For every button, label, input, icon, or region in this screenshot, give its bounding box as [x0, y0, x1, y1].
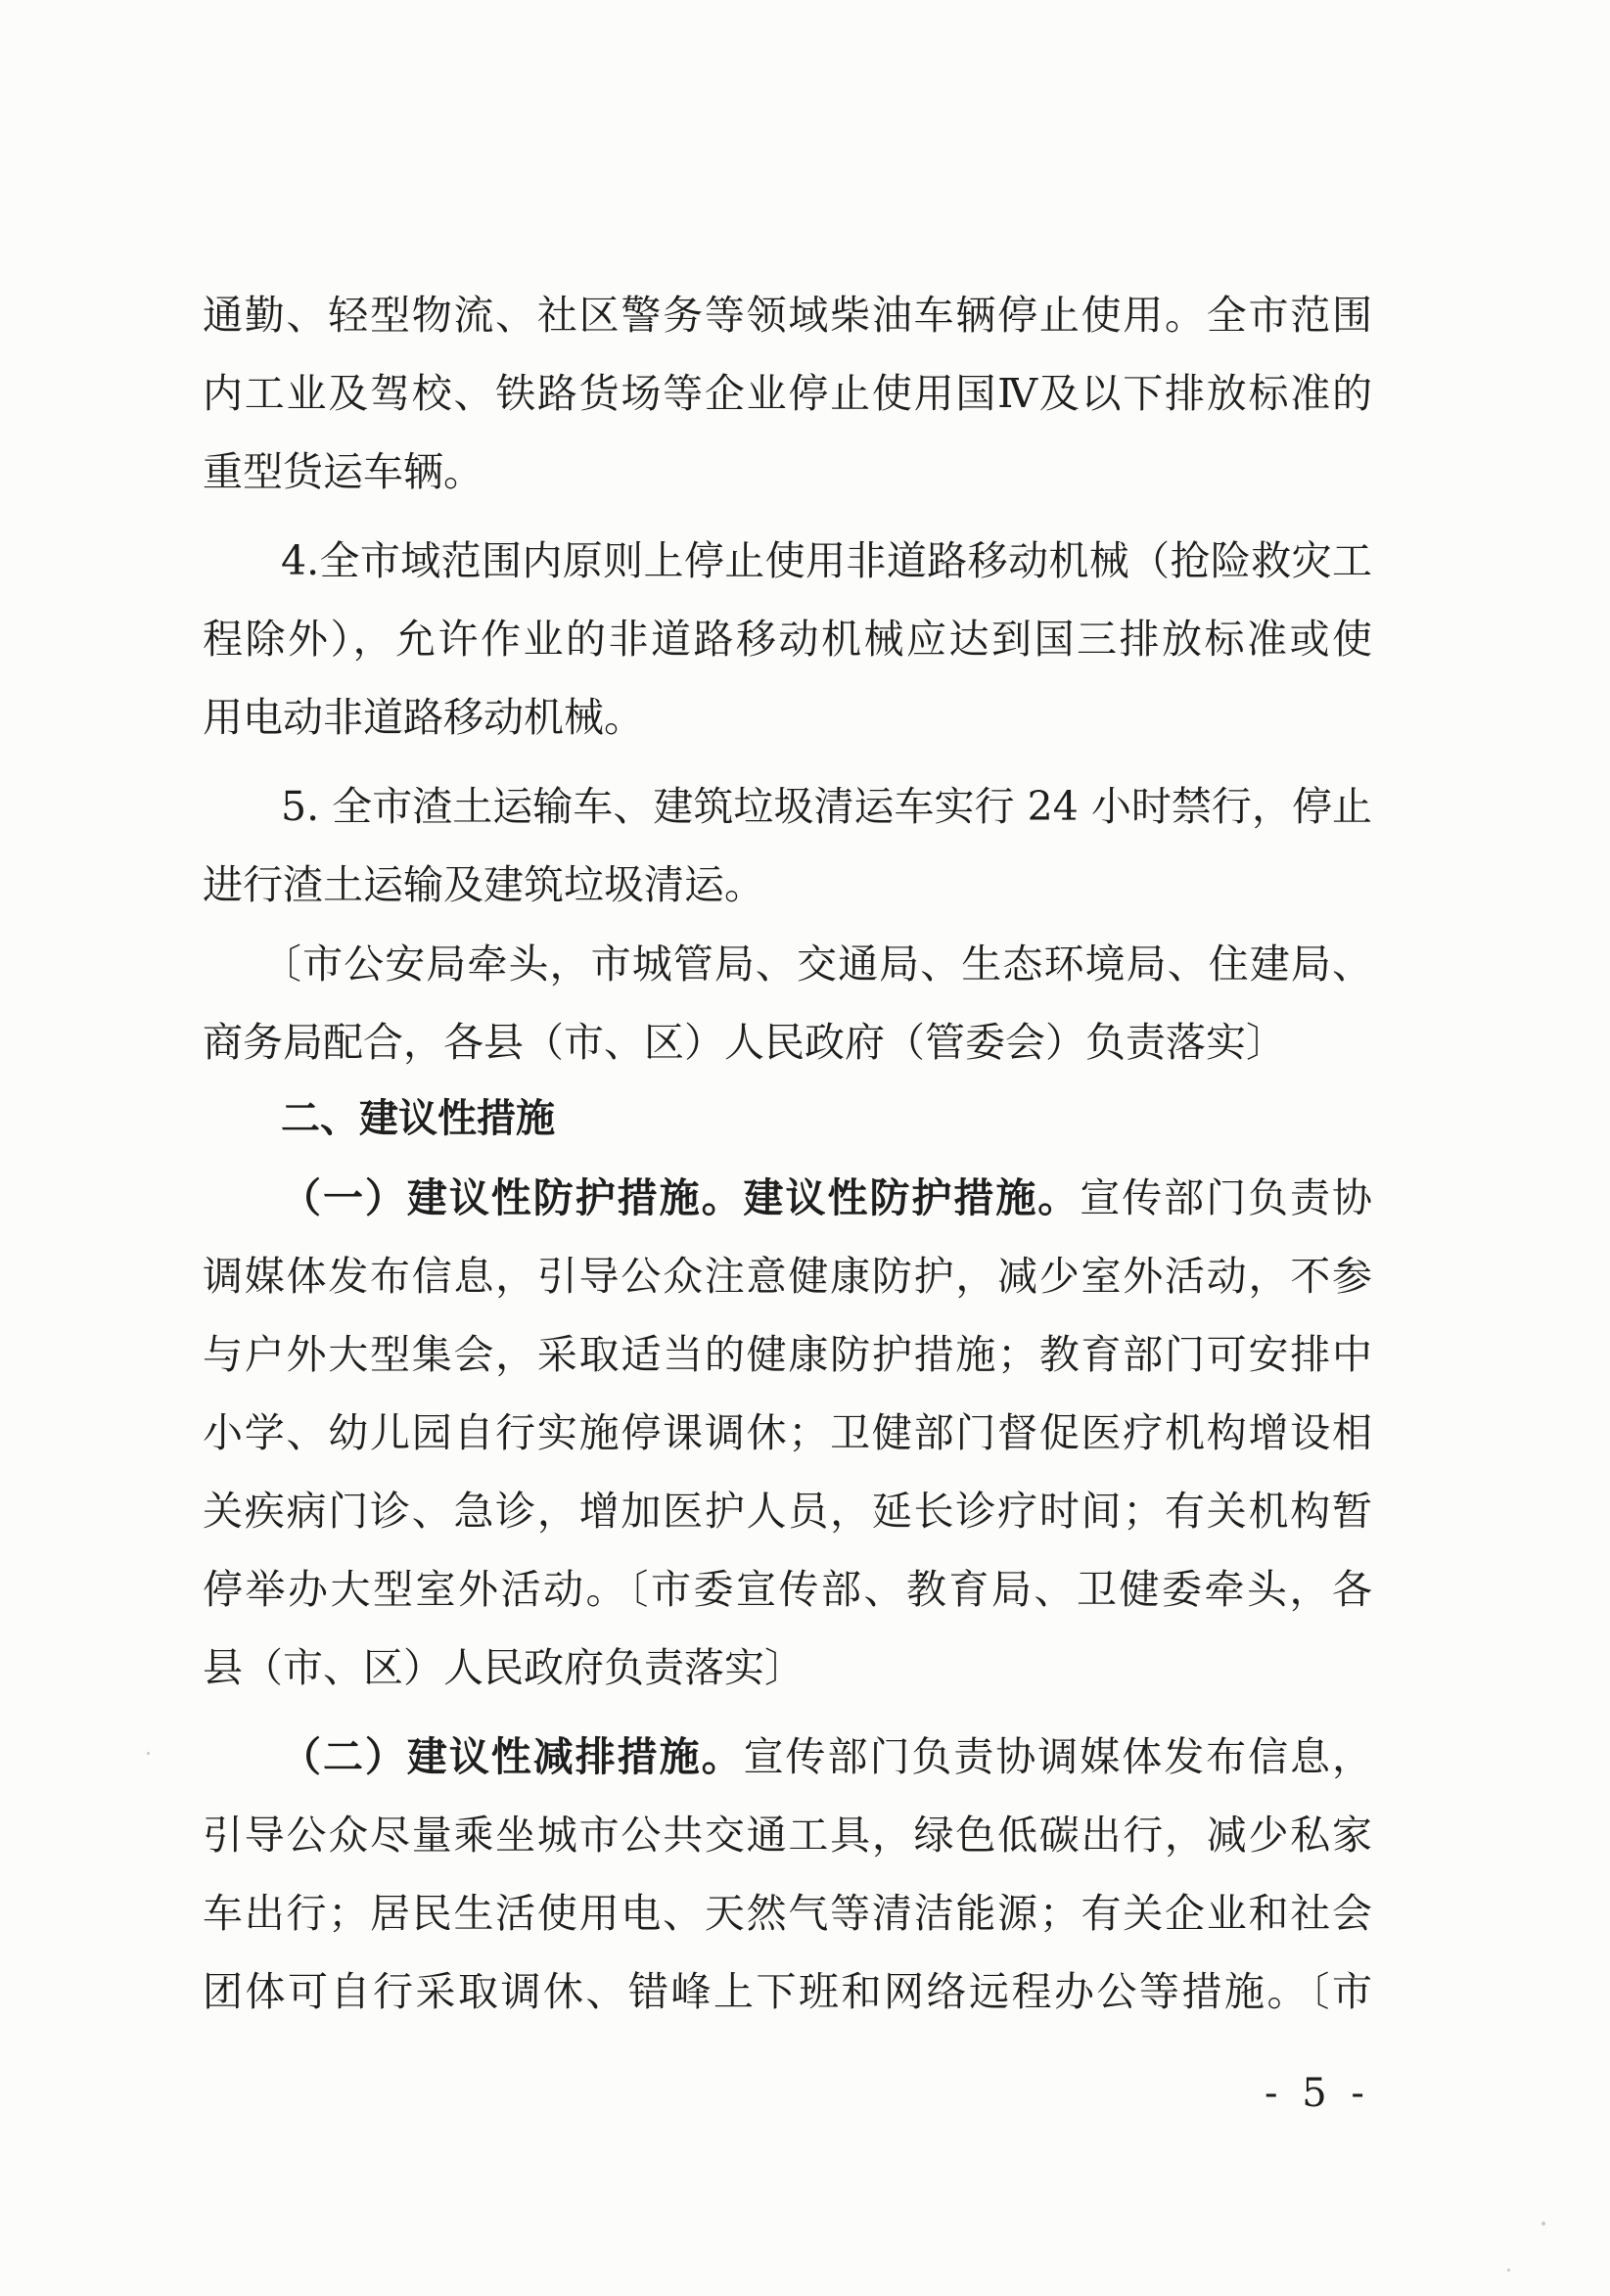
bold-lead: （一）建议性防护措施。建议性防护措施。 [281, 1174, 1081, 1221]
scan-speck [147, 1752, 150, 1755]
text-line: 通勤、轻型物流、社区警务等领域柴油车辆停止使用。全市范围 [203, 292, 1372, 339]
text-line: 与户外大型集会，采取适当的健康防护措施；教育部门可安排中 [203, 1331, 1372, 1378]
text-line: 进行渣土运输及建筑垃圾清运。 [203, 861, 764, 908]
text-line: 重型货运车辆。 [203, 448, 483, 495]
text-line [281, 1729, 1372, 1784]
text-line: 〔市公安局牵头，市城管局、交通局、生态环境局、住建局、 [261, 941, 1372, 987]
section-heading: 二、建议性措施 [281, 1096, 555, 1141]
text-span: 宣传部门负责协 [1080, 1174, 1373, 1221]
text-span: 宣传部门负责协调媒体发布信息， [743, 1733, 1373, 1780]
text-line: 县（市、区）人民政府负责落实〕 [203, 1644, 805, 1691]
text-line: 商务局配合，各县（市、区）人民政府（管委会）负责落实〕 [203, 1019, 1286, 1066]
text-line: 内工业及驾校、铁路货场等企业停止使用国Ⅳ及以下排放标准的 [203, 370, 1372, 417]
text-line: 用电动非道路移动机械。 [203, 694, 644, 741]
text-line [281, 1171, 1372, 1225]
text-line: 车出行；居民生活使用电、天然气等清洁能源；有关企业和社会 [203, 1890, 1372, 1937]
text-line: 小学、幼儿园自行实施停课调休；卫健部门督促医疗机构增设相 [203, 1409, 1372, 1456]
text-line: 调媒体发布信息，引导公众注意健康防护，减少室外活动，不参 [203, 1253, 1372, 1300]
text-line: 停举办大型室外活动。〔市委宣传部、教育局、卫健委牵头，各 [203, 1566, 1372, 1613]
scan-speck [1507, 2269, 1510, 2272]
text-line: 团体可自行采取调休、错峰上下班和网络远程办公等措施。〔市 [203, 1968, 1372, 2015]
text-line: 4.全市域范围内原则上停止使用非道路移动机械（抢险救灾工 [281, 537, 1372, 584]
text-line: 引导公众尽量乘坐城市公共交通工具，绿色低碳出行，减少私家 [203, 1812, 1372, 1859]
text-line: 关疾病门诊、急诊，增加医护人员，延长诊疗时间；有关机构暂 [203, 1488, 1372, 1535]
page-number: - 5 - [1265, 2071, 1370, 2116]
bold-lead: （二）建议性减排措施。 [281, 1733, 744, 1780]
text-line: 程除外），允许作业的非道路移动机械应达到国三排放标准或使 [203, 616, 1372, 663]
text-line: 5. 全市渣土运输车、建筑垃圾清运车实行 24 小时禁行，停止 [281, 783, 1372, 830]
scan-speck [1541, 2222, 1545, 2226]
